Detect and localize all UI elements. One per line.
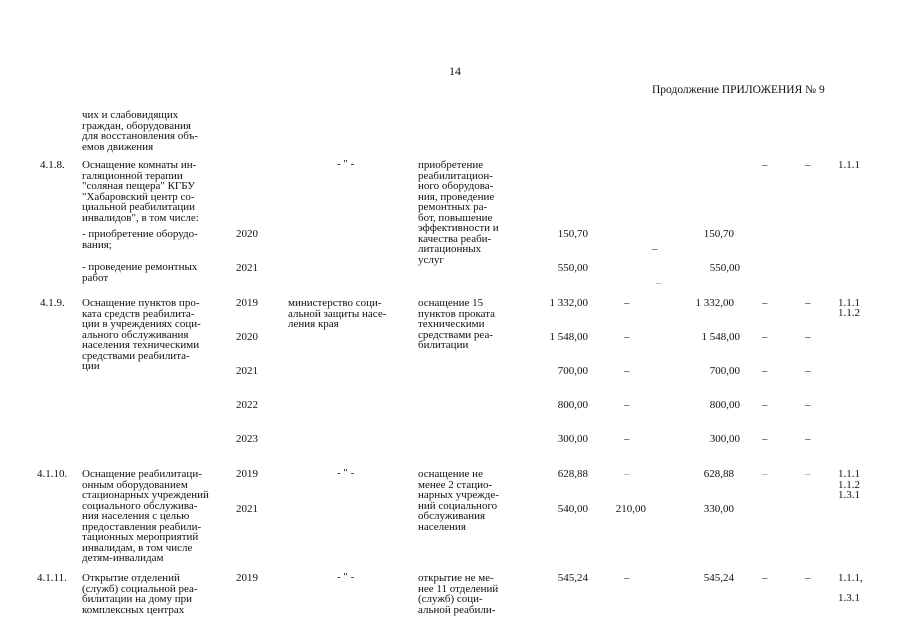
row-4-1-9-regional: 800,00 — [709, 399, 740, 411]
row-4-1-9-dash-1: – — [762, 297, 768, 309]
row-4-1-11-executor: - " - — [337, 571, 355, 583]
row-4-1-8-sub-equipment: - приобретение оборудо- вания; — [82, 228, 198, 251]
row-4-1-9-dash-1: – — [762, 331, 768, 343]
row-4-1-11-regional: 545,24 — [703, 572, 734, 584]
row-4-1-11-description: Открытие отделений (служб) социальной реа- билитации на дому при комплексных центрах — [82, 572, 198, 616]
row-4-1-11-year: 2019 — [236, 572, 258, 584]
row-4-1-8-sub-repair: - проведение ремонтных работ — [82, 261, 198, 284]
row-4-1-10-year-2019: 2019 — [236, 468, 258, 480]
row-4-1-8-description: Оснащение комнаты ин- галяционной терапии "соляная пещера" КГБУ "Хабаровский центр со- циальной реабилитации инвалидов", в том числе: — [82, 159, 199, 224]
row-4-1-9-year: 2023 — [236, 433, 258, 445]
row-4-1-9-total: 1 548,00 — [549, 331, 588, 343]
row-4-1-9-executor: министерство соци- альной защиты насе- ления края — [288, 297, 387, 330]
row-4-1-8-executor: - " - — [337, 158, 355, 170]
row-4-1-10-2021-federal: 210,00 — [615, 503, 646, 515]
row-4-1-10-number: 4.1.10. — [37, 468, 68, 480]
row-4-1-9-number: 4.1.9. — [40, 297, 65, 309]
row-4-1-8-number: 4.1.8. — [40, 159, 65, 171]
row-4-1-9-federal: – — [624, 365, 630, 377]
row-4-1-9-dash-1: – — [762, 433, 768, 445]
row-4-1-10-2019-dash-1: – — [762, 468, 768, 480]
row-4-1-9-indicator-2: 1.1.2 — [838, 307, 860, 319]
row-4-1-8-result: приобретение реабилитацион- ного оборудова- ния, проведение ремонтных ра- бот, повышение эффективности и качества реаби- литационных услуг — [418, 159, 499, 266]
row-4-1-9-dash-2: – — [805, 433, 811, 445]
row-4-1-9-total: 800,00 — [557, 399, 588, 411]
row-4-1-8-year-2020: 2020 — [236, 228, 258, 240]
row-4-1-11-result: открытие не ме- нее 11 отделений (служб) соци- альной реабили- — [418, 572, 499, 616]
row-4-1-10-2021-total: 540,00 — [557, 503, 588, 515]
row-4-1-11-indicator-2: 1.3.1 — [838, 592, 860, 604]
row-4-1-11-federal: – — [624, 572, 630, 584]
row-4-1-10-result: оснащение не менее 2 стацио- нарных учрежде- ний социального обслуживания населения — [418, 468, 499, 533]
row-4-1-8-2020-dash: – — [652, 243, 658, 255]
row-4-1-9-federal: – — [624, 297, 630, 309]
row-4-1-10-2021-regional: 330,00 — [703, 503, 734, 515]
continued-description: чих и слабовидящих граждан, оборудования для восстановления объ- емов движения — [82, 109, 198, 153]
row-4-1-9-dash-2: – — [805, 399, 811, 411]
row-4-1-8-year-2021: 2021 — [236, 262, 258, 274]
row-4-1-9-total: 700,00 — [557, 365, 588, 377]
row-4-1-9-regional: 1 332,00 — [695, 297, 734, 309]
row-4-1-8-2021-regional: 550,00 — [709, 262, 740, 274]
row-4-1-8-2021-total: 550,00 — [557, 262, 588, 274]
row-4-1-11-number: 4.1.11. — [37, 572, 67, 584]
row-4-1-9-total: 1 332,00 — [549, 297, 588, 309]
row-4-1-9-dash-2: – — [805, 331, 811, 343]
page-number: 14 — [449, 64, 461, 78]
row-4-1-8-indicator: 1.1.1 — [838, 159, 860, 171]
row-4-1-9-result: оснащение 15 пунктов проката техническими средствами реа- билитации — [418, 297, 496, 351]
row-4-1-9-year: 2020 — [236, 331, 258, 343]
row-4-1-9-regional: 700,00 — [709, 365, 740, 377]
row-4-1-10-2019-regional: 628,88 — [703, 468, 734, 480]
row-4-1-10-2019-total: 628,88 — [557, 468, 588, 480]
row-4-1-9-total: 300,00 — [557, 433, 588, 445]
row-4-1-9-regional: 1 548,00 — [701, 331, 740, 343]
row-4-1-11-dash-2: – — [805, 572, 811, 584]
row-4-1-9-description: Оснащение пунктов про- ката средств реабилита- ции в учреждениях соци- ального обслуживания населения техническими средствами реабилита- ции — [82, 297, 201, 372]
row-4-1-8-dash-1: – — [762, 159, 768, 171]
row-4-1-11-total: 545,24 — [557, 572, 588, 584]
row-4-1-9-year: 2021 — [236, 365, 258, 377]
row-4-1-10-executor: - " - — [337, 467, 355, 479]
row-4-1-9-dash-2: – — [805, 365, 811, 377]
row-4-1-10-indicators: 1.1.1 1.1.2 1.3.1 — [838, 468, 860, 501]
row-4-1-9-federal: – — [624, 331, 630, 343]
row-4-1-10-year-2021: 2021 — [236, 503, 258, 515]
row-4-1-9-indicator-1: 1.1.1 — [838, 297, 860, 309]
row-4-1-9-dash-1: – — [762, 399, 768, 411]
row-4-1-9-year: 2022 — [236, 399, 258, 411]
row-4-1-11-indicator-1: 1.1.1, — [838, 572, 863, 584]
row-4-1-9-dash-1: – — [762, 365, 768, 377]
row-4-1-9-federal: – — [624, 399, 630, 411]
row-4-1-11-dash-1: – — [762, 572, 768, 584]
row-4-1-9-dash-2: – — [805, 297, 811, 309]
row-4-1-9-regional: 300,00 — [709, 433, 740, 445]
row-4-1-8-2021-dash: – — [656, 277, 662, 289]
appendix-continuation-header: Продолжение ПРИЛОЖЕНИЯ № 9 — [652, 84, 825, 96]
row-4-1-8-2020-regional: 150,70 — [703, 228, 734, 240]
row-4-1-8-dash-2: – — [805, 159, 811, 171]
row-4-1-10-2019-federal: – — [624, 468, 630, 480]
row-4-1-10-2019-dash-2: – — [805, 468, 811, 480]
row-4-1-8-2020-total: 150,70 — [557, 228, 588, 240]
row-4-1-9-year: 2019 — [236, 297, 258, 309]
row-4-1-9-federal: – — [624, 433, 630, 445]
row-4-1-10-description: Оснащение реабилитаци- онным оборудованием стационарных учреждений социального обслужива- ния населения с целью предоставления реабили- тационных мероприятий инвалидам, в том числе детям-инвалидам — [82, 468, 209, 564]
